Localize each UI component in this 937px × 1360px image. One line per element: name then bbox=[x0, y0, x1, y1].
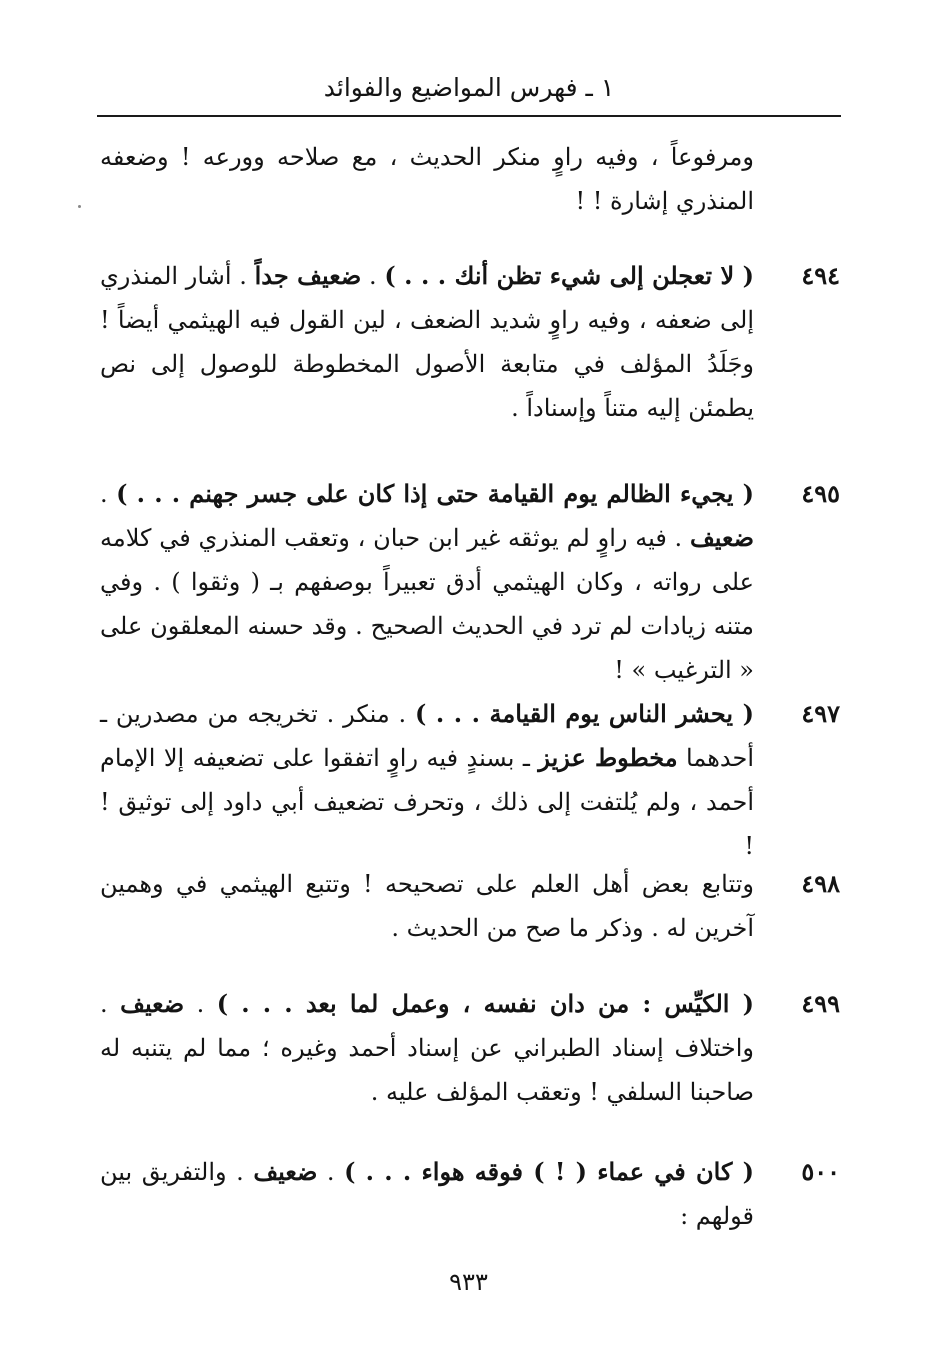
header-rule bbox=[97, 115, 841, 117]
entry-number: ٤٩٩ bbox=[801, 989, 840, 1018]
entry-text bbox=[100, 862, 754, 950]
margin-speck bbox=[78, 205, 81, 208]
header-title: ١ ـ فهرس المواضيع والفوائد bbox=[323, 73, 615, 102]
entry-grade: ضعيف bbox=[120, 989, 185, 1018]
entry-commentary: ـ بسندٍ فيه راوٍ اتفقوا على تضعيفه إلا الإمام أحمد ، ولم يُلتفت إلى ذلك ، وتحرف تضعيف أبي داود إلى توثيق ! ! bbox=[100, 744, 754, 860]
entry-mid: . bbox=[317, 1158, 345, 1186]
index-entry bbox=[100, 1150, 840, 1360]
entry-text bbox=[100, 692, 754, 868]
entry-commentary: وتتابع بعض أهل العلم على تصحيحه ! وتتبع الهيثمي في وهمين آخرين له . وذكر ما صح من الحديث . bbox=[100, 870, 754, 942]
entry-mid: . منكر . تخريجه من مصدرين ـ أحدهما bbox=[100, 700, 755, 772]
entry-grade: ضعيف bbox=[253, 1157, 318, 1186]
entry-hadith: ( الكيِّس : من دان نفسه ، وعمل لما بعد . . . ) bbox=[216, 989, 754, 1018]
entry-text bbox=[100, 254, 754, 430]
page-number: ٩٣٣ bbox=[449, 1268, 488, 1296]
entry-mid: . bbox=[184, 990, 217, 1018]
entry-text bbox=[100, 1150, 754, 1238]
entry-number: ٤٩٧ bbox=[801, 699, 840, 728]
entry-hadith: ( كان في عماء ( ! ) فوقه هواء . . . ) bbox=[344, 1157, 755, 1186]
entry-grade: ضعيف bbox=[689, 523, 754, 552]
entry-hadith: ( يجيء الظالم يوم القيامة حتى إذا كان على جسر جهنم . . . ) bbox=[116, 479, 755, 508]
entry-mid: . bbox=[100, 480, 117, 508]
entry-commentary: . واختلاف إسناد الطبراني عن إسناد أحمد وغيره ؛ مما لم يتنبه له صاحبنا السلفي ! وتعقب المؤلف عليه . bbox=[100, 990, 754, 1106]
entry-grade: ضعيف جداً bbox=[254, 261, 362, 290]
entry-text bbox=[100, 982, 754, 1114]
entry-number: ٥٠٠ bbox=[801, 1157, 840, 1186]
entry-number: ٤٩٨ bbox=[801, 869, 840, 898]
entry-grade: مخطوط عزيز bbox=[538, 743, 678, 772]
entry-hadith: ( يحشر الناس يوم القيامة . . . ) bbox=[414, 699, 754, 728]
continuation-paragraph: ومرفوعاً ، وفيه راوٍ منكر الحديث ، مع صلاحه وورعه ! وضعفه المنذري إشارة ! ! bbox=[100, 143, 754, 215]
entry-commentary: . والتفريق بين قولهم : bbox=[100, 1158, 754, 1230]
entry-commentary: . فيه راوٍ لم يوثقه غير ابن حبان ، وتعقب المنذري في كلامه على رواته ، وكان الهيثمي أدق تعبيراً بوصفهم بـ ( وثقوا ) . وفي متنه زيادات لم ترد في الحديث الصحيح . وقد حسنه المعلقون على « الترغيب » ! bbox=[100, 524, 754, 684]
index-entry bbox=[100, 254, 840, 464]
page-header bbox=[97, 70, 841, 110]
entry-hadith: ( لا تعجلن إلى شيء تظن أنك . . . ) bbox=[384, 261, 755, 290]
entry-mid: . bbox=[361, 262, 385, 290]
entry-commentary: . أشار المنذري إلى ضعفه ، وفيه راوٍ شديد الضعف ، لين القول فيه الهيثمي أيضاً ! وجَلَدُ المؤلف في متابعة الأصول المخطوطة للوصول إلى نص يطمئن إليه متناً وإسناداً . bbox=[100, 262, 754, 422]
index-entry bbox=[100, 472, 840, 682]
entry-number: ٤٩٥ bbox=[801, 479, 840, 508]
entry-number: ٤٩٤ bbox=[801, 261, 840, 290]
entry-text bbox=[100, 472, 754, 692]
